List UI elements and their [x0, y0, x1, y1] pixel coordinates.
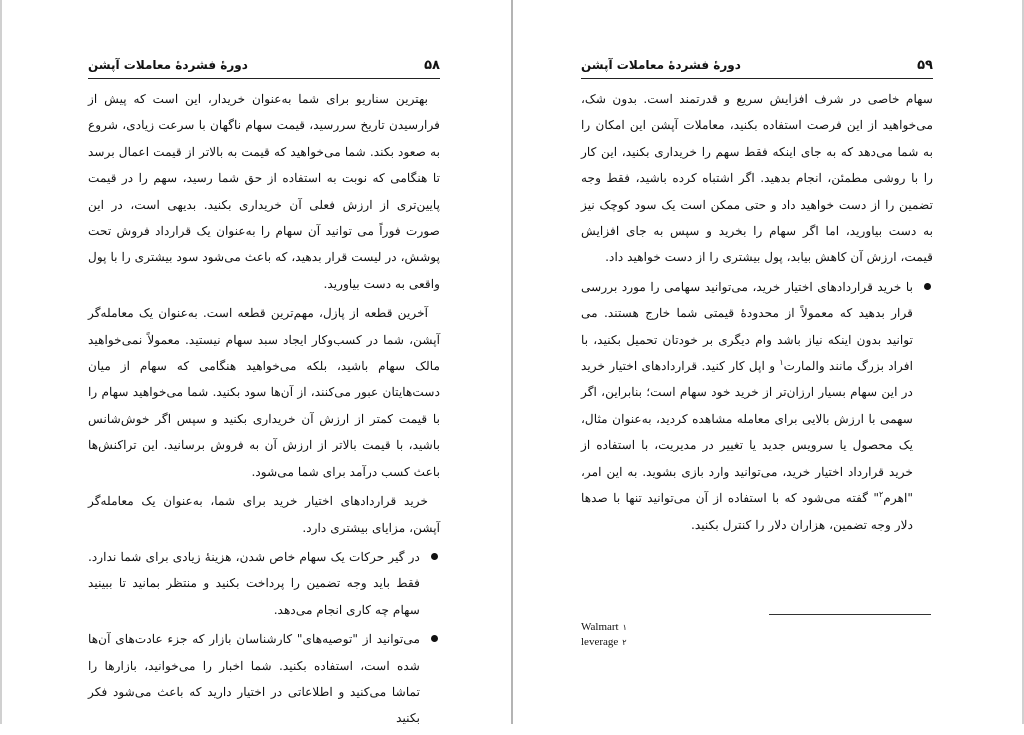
footnote-separator: [769, 614, 931, 615]
bullet-text-part: " گفته می‌شود که با استفاده از آن می‌توانید تنها با صدها دلار وجه تضمین، هزاران دلار را کنترل بکنید.: [581, 491, 913, 532]
right-page-number: ۵۹: [917, 57, 933, 73]
bullet-icon: [431, 635, 438, 642]
bullet-item: [581, 274, 933, 538]
bullet-item: [88, 544, 440, 623]
footnote-number: ۱: [622, 623, 627, 632]
paragraph: آخرین قطعه از پازل، مهم‌ترین قطعه است. به‌عنوان یک معامله‌گر آپشن، شما در کسب‌وکار ایجاد سبد سهام نیستید. معمولاً نمی‌خواهید مالک سهام باشید، بلکه می‌خواهید هنگامی که سهام از میان دست‌هایتان عبور می‌کنند، از آن‌ها سود بکنید. شما می‌خواهید سهام را با قیمت کمتر از ارزش آن خریداری بکنید و سپس اگر خوش‌شانس باشید، با قیمت بالاتر از ارزش آن به فروش برسانید. این تراکنش‌ها باعث کسب درآمد برای شما می‌شود.: [88, 306, 440, 479]
footnote-text: Walmart: [581, 621, 619, 633]
bullet-icon: [431, 553, 438, 560]
bullet-text-part: با خرید قراردادهای اختیار خرید، می‌توانید سهامی را مورد بررسی قرار بدهید که معمولاً از محدودهٔ قیمتی شما خارج هستند. می توانید بدون اینکه نیاز باشد وام دیگری بر خودتان تحمیل بکنید، با افراد بزرگ مانند والمارت: [581, 279, 913, 374]
footnote: [581, 620, 933, 635]
right-body-text: [581, 86, 933, 541]
footnotes: [581, 620, 933, 650]
paragraph: بهترین سناریو برای شما به‌عنوان خریدار، این است که پیش از فرارسیدن تاریخ سررسید، قیمت سهام ناگهان با سرعت زیادی، شروع به صعود بکند. شما می‌خواهید که قیمت به بالاتر از قیمت اعمال برسد تا هنگامی که نوبت به استفاده از حق شما رسید، سهم را در قیمت پایین‌تری از ارزش فعلی آن خریداری بکنید. بدیهی است، در این صورت فوراً می توانید آن سهام را به‌عنوان یک قرارداد فروش تحت پوشش، در لیست قرار بدهید، که باعث می‌شود سود بیشتری را با پول واقعی به دست بیاورید.: [88, 92, 440, 291]
left-page: [0, 0, 511, 724]
bullet-item: [88, 626, 440, 732]
left-page-number: ۵۸: [424, 57, 440, 73]
right-running-head: [581, 52, 933, 79]
right-header-title: دورهٔ فشردهٔ معاملات آپشن: [581, 58, 741, 72]
bullet-list: [581, 274, 933, 538]
bullet-text: در گیر حرکات یک سهام خاص شدن، هزینهٔ زیادی برای شما ندارد. فقط باید وجه تضمین را پرداخت بکنید و منتظر بمانید تا ببینید سهام چه کاری انجام می‌دهد.: [88, 549, 420, 617]
paragraph: سهام خاصی در شرف افزایش سریع و قدرتمند است. بدون شک، می‌خواهید از این فرصت استفاده بکنید، معاملات آپشن این امکان را به شما می‌دهد که به جای اینکه فقط سهم را خریداری بکنید، این کار را با روشی مطمئن، انجام بدهید. اگر اشتباه کرده باشید، فقط وجه تضمین را از دست خواهید داد و حتی ممکن است یک سود کوچک نیز به دست بیاورید، اما اگر سهام را بخرید و سپس به جای افزایش قیمت، ارزش آن کاهش بیابد، پول بیشتری را از دست خواهید داد.: [581, 92, 933, 265]
bullet-text-part: و اپل کار کنید. قراردادهای اختیار خرید در این سهام بسیار ارزان‌تر از خرید خود سهام است؛ بنابراین، اگر سهمی با ارزش بالایی برای معامله مشاهده کردید، به‌عنوان مثال، یک محصول یا سرویس جدید یا تغییر در مدیریت، با استفاده از خرید قرارداد اختیار خرید، می‌توانید وارد بازی بشوید. به این امر، "اهرم: [581, 359, 913, 506]
footnote-marker: ۱: [779, 358, 784, 367]
footnote: [581, 635, 933, 650]
left-body-text: [88, 86, 440, 735]
bullet-icon: [924, 283, 931, 290]
footnote-marker: ۲: [879, 490, 884, 500]
left-running-head: [88, 52, 440, 79]
footnote-text: leverage: [581, 636, 619, 648]
paragraph: خرید قراردادهای اختیار خرید برای شما، به‌عنوان یک معامله‌گر آپشن، مزایای بیشتری دارد.: [88, 494, 440, 535]
bullet-list: [88, 544, 440, 732]
left-header-title: دورهٔ فشردهٔ معاملات آپشن: [88, 58, 248, 72]
bullet-text: می‌توانید از "توصیه‌های" کارشناسان بازار که جزء عادت‌های آن‌ها شده است، استفاده بکنید. شما اخبار را می‌خوانید، بازارها را تماشا می‌کنید و اطلاعاتی در اختیار دارید که باعث می‌شود فکر بکنید: [88, 632, 420, 726]
right-page: [513, 0, 1024, 724]
footnote-number: ۲: [622, 638, 627, 647]
